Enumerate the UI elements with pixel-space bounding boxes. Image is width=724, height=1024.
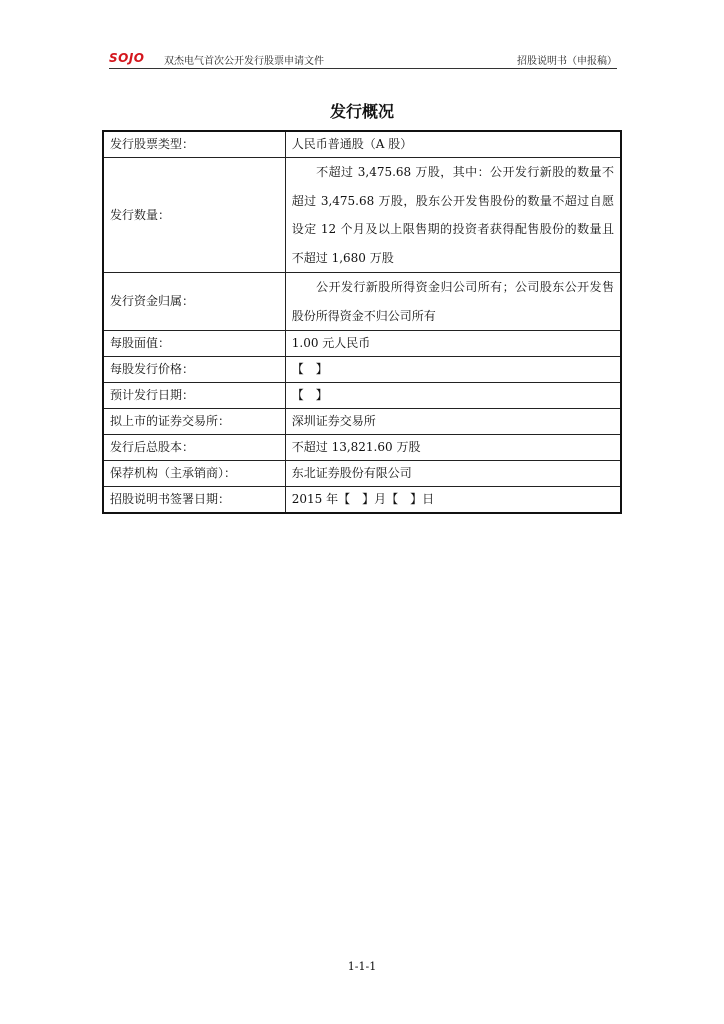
row-label: 发行股票类型：	[103, 131, 285, 158]
page-title: 发行概况	[329, 102, 394, 121]
row-label: 预计发行日期：	[103, 383, 285, 409]
row-value: 不超过 13,821.60 万股	[285, 435, 621, 461]
row-label: 发行后总股本：	[103, 435, 285, 461]
header-document-name: 双杰电气首次公开发行股票申请文件	[164, 56, 324, 67]
table-row	[103, 487, 621, 514]
row-value: 【 】	[285, 357, 621, 383]
table-row	[103, 158, 621, 273]
row-value: 东北证券股份有限公司	[285, 461, 621, 487]
row-value: 人民币普通股（A 股）	[285, 131, 621, 158]
row-value: 【 】	[285, 383, 621, 409]
page-number: 1-1-1	[347, 960, 377, 973]
table-row	[103, 273, 621, 331]
row-value	[285, 273, 621, 331]
row-value-text: 公开发行新股所得资金归公司所有；公司股东公开发售股份所得资金不归公司所有	[291, 280, 614, 323]
page-header	[109, 50, 617, 69]
offering-overview-table	[102, 130, 622, 514]
row-label: 招股说明书签署日期：	[103, 487, 285, 514]
header-document-type: 招股说明书（申报稿）	[517, 56, 617, 67]
table-row	[103, 131, 621, 158]
row-value: 深圳证券交易所	[285, 409, 621, 435]
sojo-logo: SOJO	[109, 51, 145, 65]
table-row	[103, 383, 621, 409]
table-row	[103, 461, 621, 487]
row-value: 2015 年【 】月【 】日	[285, 487, 621, 514]
table-row	[103, 435, 621, 461]
row-label: 拟上市的证券交易所：	[103, 409, 285, 435]
row-value: 1.00 元人民币	[285, 331, 621, 357]
table-row	[103, 331, 621, 357]
row-label: 每股发行价格：	[103, 357, 285, 383]
table-row	[103, 357, 621, 383]
row-label: 发行资金归属：	[103, 273, 285, 331]
table-row	[103, 409, 621, 435]
row-label: 发行数量：	[103, 158, 285, 273]
row-value-text: 不超过 3,475.68 万股，其中：公开发行新股的数量不超过 3,475.68 万股，股东公开发售股份的数量不超过自愿设定 12 个月及以上限售期的投资者获得配售股份的数量且不超过 1,680 万股	[291, 165, 614, 265]
row-label: 每股面值：	[103, 331, 285, 357]
row-value	[285, 158, 621, 273]
row-label: 保荐机构（主承销商）：	[103, 461, 285, 487]
